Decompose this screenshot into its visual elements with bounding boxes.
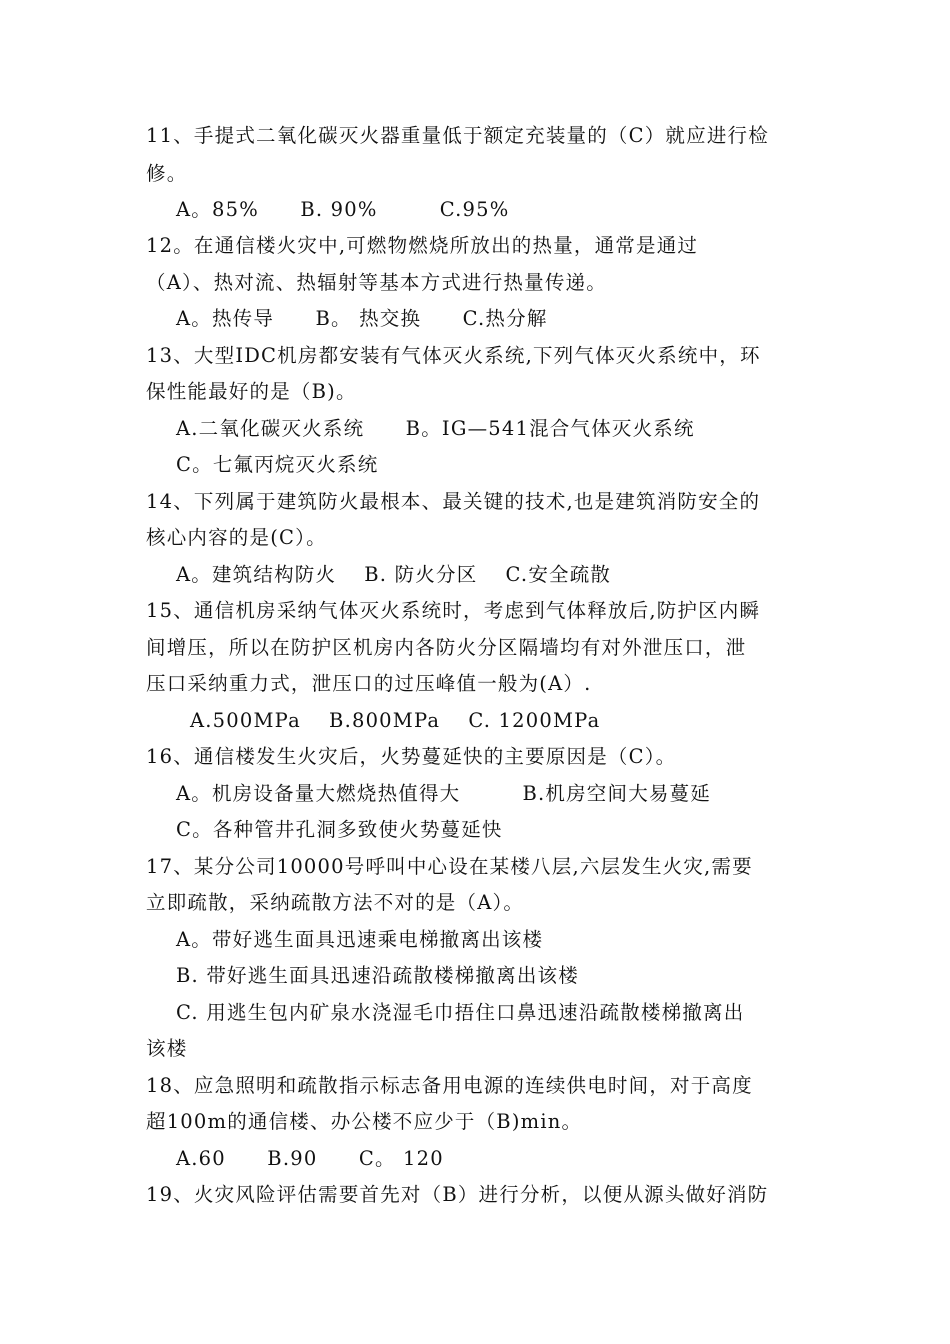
- question-18-options: A.60 B.90 C。 120: [176, 1147, 444, 1170]
- question-16-option-c: C。各种管井孔洞多致使火势蔓延快: [176, 818, 503, 841]
- question-18-line-2: 超100m的通信楼、办公楼不应少于（B)min。: [146, 1110, 583, 1133]
- question-15-line-3: 压口采纳重力式，泄压口的过压峰值一般为(A）.: [146, 672, 592, 695]
- question-15-line-2: 间增压，所以在防护区机房内各防火分区隔墙均有对外泄压口，泄: [146, 636, 747, 659]
- question-18-line-1: 18、应急照明和疏散指示标志备用电源的连续供电时间，对于高度: [146, 1074, 753, 1097]
- question-13-options-a-b: A.二氧化碳灭火系统 B。IG—541混合气体灭火系统: [176, 417, 695, 440]
- question-12-line-1: 12。在通信楼火灾中,可燃物燃烧所放出的热量，通常是通过: [146, 234, 699, 257]
- question-12-options: A。热传导 B。 热交换 C.热分解: [176, 307, 548, 330]
- question-17-option-c-cont: 该楼: [146, 1037, 188, 1060]
- question-16-line-1: 16、通信楼发生火灾后，火势蔓延快的主要原因是（C）。: [146, 745, 677, 768]
- question-15-options: A.500MPa B.800MPa C. 1200MPa: [190, 709, 601, 732]
- question-17-line-1: 17、某分公司10000号呼叫中心设在某楼八层,六层发生火灾,需要: [146, 855, 753, 878]
- question-11-options: A。85% B. 90% C.95%: [176, 198, 510, 221]
- question-17-option-b: B. 带好逃生面具迅速沿疏散楼梯撤离出该楼: [176, 964, 579, 987]
- question-14-line-1: 14、下列属于建筑防火最根本、最关键的技术,也是建筑消防安全的: [146, 490, 761, 513]
- question-14-line-2: 核心内容的是(C）。: [146, 526, 327, 549]
- question-17-option-a: A。带好逃生面具迅速乘电梯撤离出该楼: [176, 928, 544, 951]
- question-13-line-2: 保性能最好的是（B)。: [146, 380, 357, 403]
- question-13-line-1: 13、大型IDC机房都安装有气体灭火系统,下列气体灭火系统中，环: [146, 344, 761, 367]
- question-12-line-2: （A）、热对流、热辐射等基本方式进行热量传递。: [146, 271, 607, 294]
- question-16-options-a-b: A。机房设备量大燃烧热值得大 B.机房空间大易蔓延: [176, 782, 712, 805]
- question-19-line-1: 19、火灾风险评估需要首先对（B）进行分析，以便从源头做好消防: [146, 1183, 769, 1206]
- question-11-line-2: 修。: [146, 162, 188, 185]
- question-11-line-1: 11、手提式二氧化碳灭火器重量低于额定充装量的（C）就应进行检: [146, 124, 769, 147]
- question-15-line-1: 15、通信机房采纳气体灭火系统时，考虑到气体释放后,防护区内瞬: [146, 599, 761, 622]
- question-14-options: A。建筑结构防火 B. 防火分区 C.安全疏散: [176, 563, 612, 586]
- question-17-option-c: C. 用逃生包内矿泉水浇湿毛巾捂住口鼻迅速沿疏散楼梯撤离出: [176, 1001, 745, 1024]
- question-13-option-c: C。七氟丙烷灭火系统: [176, 453, 379, 476]
- question-17-line-2: 立即疏散，采纳疏散方法不对的是（A）。: [146, 891, 525, 914]
